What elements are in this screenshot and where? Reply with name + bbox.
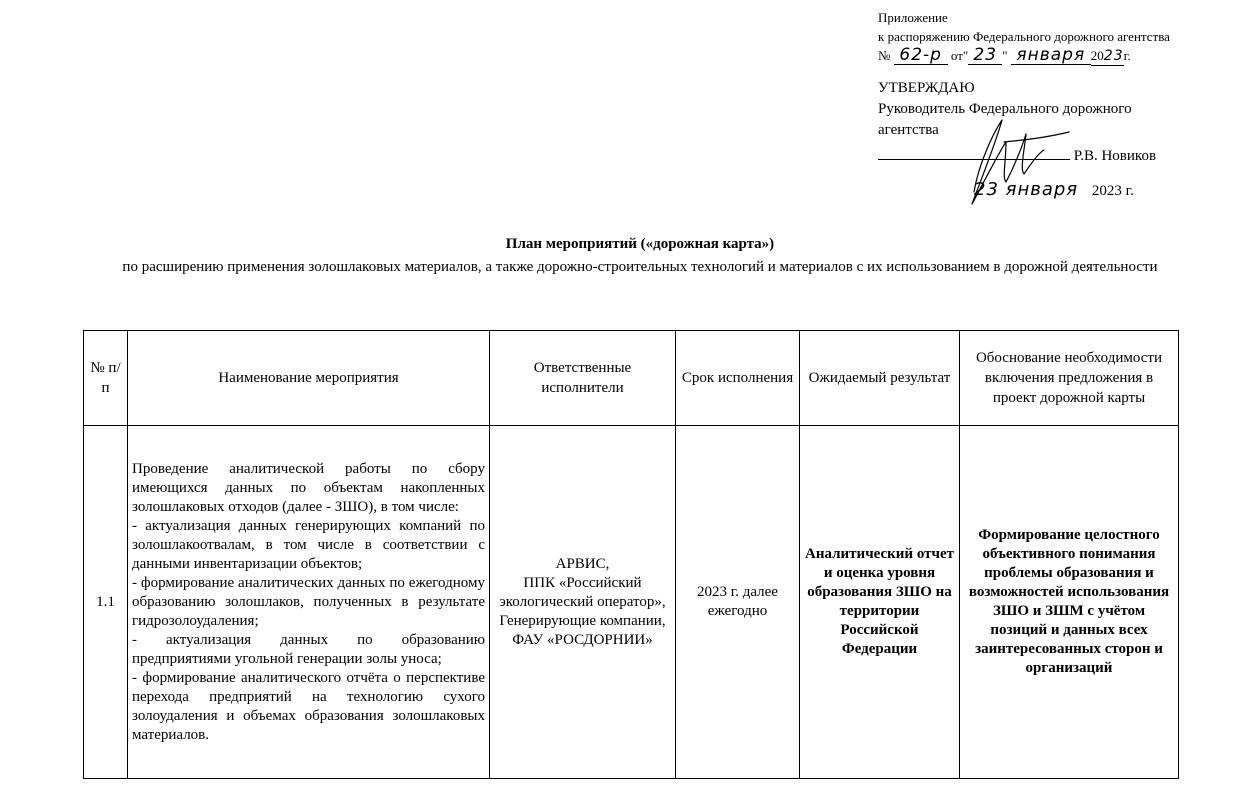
action-line-4: - формирование аналитического отчёта о перспективе перехода предприятий на технологию сухого золоудаления и объемах образования золошлаковых материалов. (132, 669, 485, 743)
header-action-name: Наименование мероприятия (128, 331, 490, 426)
row-number: 1.1 (84, 426, 128, 779)
action-line-1: - актуализация данных генерирующих компаний по золошлакоотвалам, в том числе в соответствии с данными инвентаризации объектов; (132, 517, 485, 572)
approval-title: УТВЕРЖДАЮ (878, 80, 975, 96)
order-year-suffix: 23 (1103, 48, 1124, 64)
roadmap-table (83, 330, 1179, 779)
approval-position-line1: Руководитель Федерального дорожного (878, 101, 1132, 117)
quote-close: " (1002, 48, 1008, 63)
quote-open: " (962, 48, 969, 63)
row-justification: Формирование целостного объективного понимания проблемы образования и возможностей использования ЗШО и ЗШМ с учётом позиций и данных всех заинтересованных сторон и организаций (960, 426, 1179, 779)
action-line-3: - актуализация данных по образованию предприятиями угольной генерации золы уноса; (132, 631, 485, 667)
header-deadline: Срок исполнения (676, 331, 800, 426)
action-line-intro: Проведение аналитической работы по сбору имеющихся данных по объектам накопленных золошлаковых отходов (далее - ЗШО), в том числе: (132, 460, 485, 515)
header-executors: Ответственные исполнители (490, 331, 676, 426)
executor-line: ФАУ «РОСДОРНИИ» (512, 631, 653, 648)
appendix-order-ref: к распоряжению Федерального дорожного агентства (878, 29, 1170, 44)
executor-line: АРВИС, (555, 555, 610, 572)
appendix-number-date (878, 46, 1238, 66)
row-executors (490, 426, 676, 779)
header-justification: Обоснование необходимости включения предложения в проект дорожной карты (960, 331, 1179, 426)
executor-line: ППК «Российский экологический оператор», (499, 574, 666, 610)
order-number: 62-р (894, 46, 948, 65)
header-result: Ожидаемый результат (800, 331, 960, 426)
order-day: 23 (968, 46, 1002, 65)
row-deadline: 2023 г. далее ежегодно (676, 426, 800, 779)
order-month: января (1011, 46, 1091, 65)
approval-date-year: 2023 г. (1091, 183, 1134, 199)
appendix-label: Приложение (878, 10, 948, 25)
document-subtitle: по расширению применения золошлаковых материалов, а также дорожно-строительных технологий и материалов с их использованием в дорожной деятельности (122, 259, 1158, 275)
executor-line: Генерирующие компании, (499, 612, 666, 629)
header-number: № п/п (84, 331, 128, 426)
table-header-row (84, 331, 1179, 426)
order-year-prefix: 20 (1091, 47, 1104, 66)
number-label: № (878, 48, 891, 63)
signature-scribble-icon (944, 112, 1084, 212)
date-from-label: от (950, 48, 963, 63)
approval-position-line2: агентства (878, 122, 939, 138)
order-year-unit: г. (1123, 48, 1131, 63)
approval-date-handwritten: 23 января (974, 179, 1079, 200)
row-action-name (128, 426, 490, 779)
action-line-2: - формирование аналитических данных по ежегодному образованию золошлаков, полученных в результате гидрозолоудаления; (132, 574, 485, 629)
document-title: План мероприятий («дорожная карта») (505, 236, 775, 252)
table-row (84, 426, 1179, 779)
approver-name: Р.В. Новиков (1073, 148, 1157, 164)
row-result: Аналитический отчет и оценка уровня образования ЗШО на территории Российской Федерации (800, 426, 960, 779)
appendix-block (878, 8, 1238, 66)
